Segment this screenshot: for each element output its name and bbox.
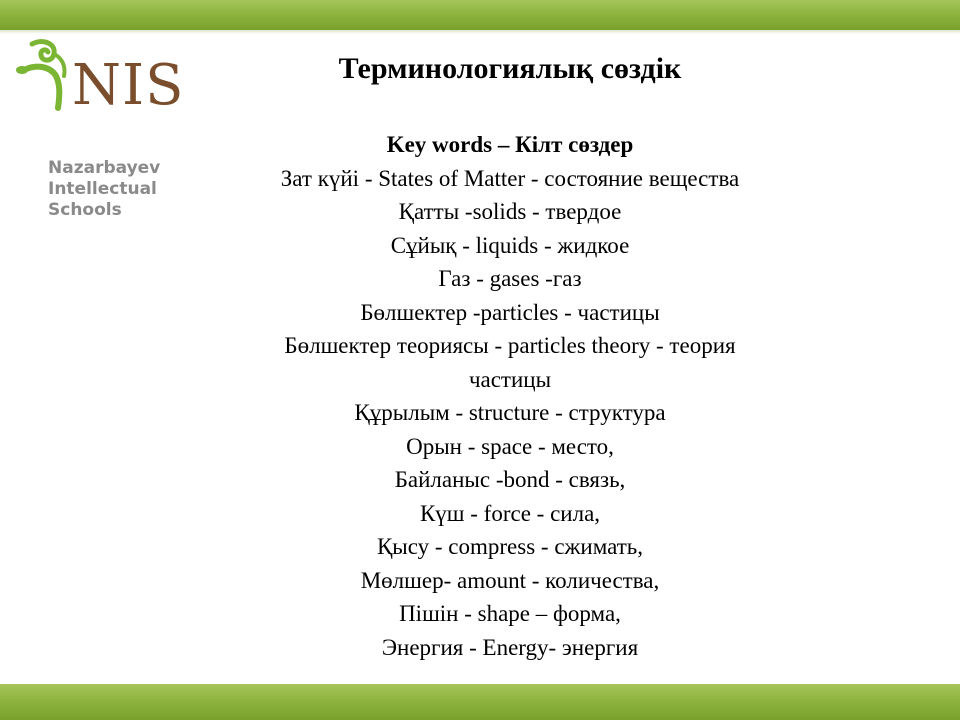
glossary-item: Құрылым - structure - структура — [354, 400, 666, 425]
logo-line: Intellectual — [48, 179, 157, 199]
bottom-accent-bar — [0, 684, 960, 720]
logo-line: Schools — [48, 200, 122, 220]
logo-wordmark — [48, 158, 168, 221]
glossary-item: Пішін - shape – форма, — [399, 601, 621, 626]
glossary-item: Газ - gases -газ — [438, 266, 582, 291]
glossary-item: Сұйық - liquids - жидкое — [390, 232, 630, 258]
glossary-item: Зат күйі - States of Matter - состояние вещества — [280, 165, 740, 191]
top-accent-bar — [0, 0, 960, 30]
glossary-item-continued: частицы — [468, 366, 552, 392]
glossary-item: Байланыс -bond - связь, — [394, 467, 626, 492]
glossary-item: Қатты -solids - твердое — [398, 199, 622, 224]
nis-logo — [10, 36, 185, 220]
glossary-item: Мөлшер- amount - количества, — [360, 567, 660, 593]
glossary-item: Энергия - Energy- энергия — [381, 634, 639, 660]
logo-letters: NIS — [72, 53, 185, 118]
logo-line: Nazarbayev — [48, 158, 161, 178]
glossary-item: Күш - force - сила, — [419, 500, 601, 526]
glossary-heading: Key words – Кілт сөздер — [386, 132, 634, 157]
slide-title: Терминологиялық сөздік — [338, 52, 682, 85]
glossary-item: Орын - space - место, — [406, 433, 614, 459]
glossary-item: Қысу - compress - сжимать, — [376, 534, 644, 559]
glossary-item: Бөлшектер -particles - частицы — [360, 299, 660, 325]
glossary-item: Бөлшектер теориясы - particles theory - теория — [284, 333, 736, 358]
glossary-list — [200, 128, 820, 664]
